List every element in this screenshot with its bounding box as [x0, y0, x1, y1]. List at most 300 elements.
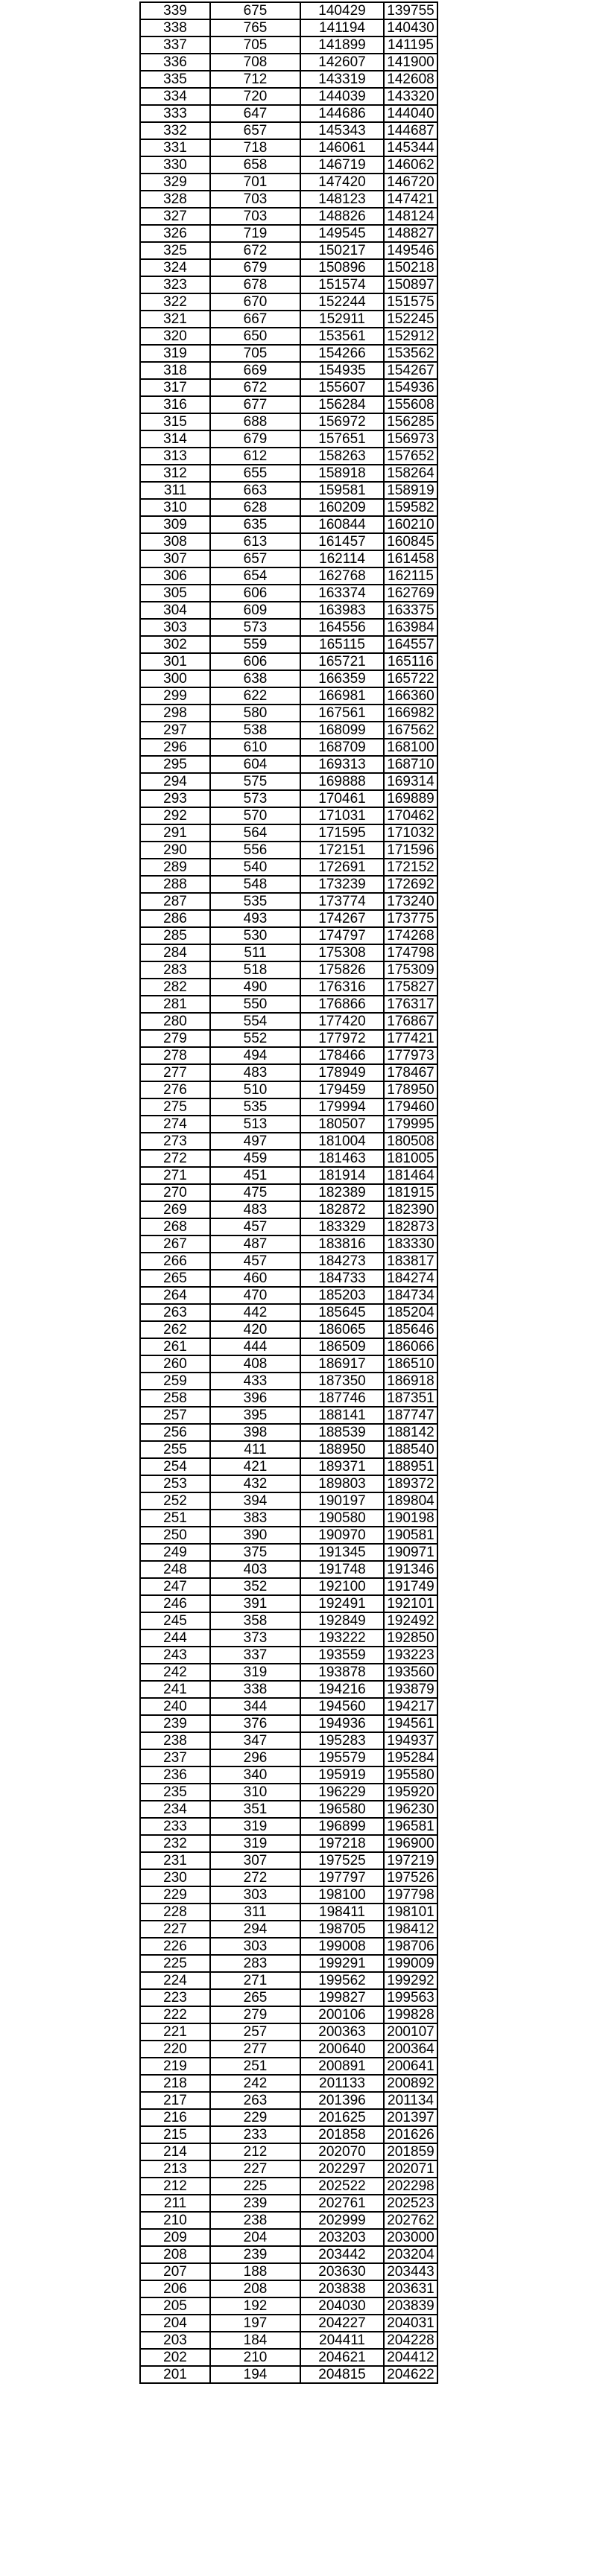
table-cell: 193878 — [300, 1664, 384, 1681]
table-cell: 344 — [210, 1698, 300, 1715]
table-cell: 252 — [140, 1492, 210, 1510]
table-cell: 146061 — [300, 139, 384, 156]
table-cell: 264 — [140, 1287, 210, 1304]
table-row — [140, 585, 437, 602]
table-cell: 259 — [140, 1373, 210, 1390]
table-row — [140, 1304, 437, 1321]
table-cell: 284 — [140, 944, 210, 961]
table-cell: 190971 — [384, 1544, 437, 1561]
table-cell: 148827 — [384, 225, 437, 242]
table-row — [140, 2058, 437, 2075]
table-cell: 667 — [210, 311, 300, 328]
table-row — [140, 739, 437, 756]
table-cell: 192101 — [384, 1595, 437, 1612]
table-cell: 177973 — [384, 1047, 437, 1064]
table-cell: 179995 — [384, 1116, 437, 1133]
table-cell: 337 — [210, 1647, 300, 1664]
table-row — [140, 71, 437, 88]
table-cell: 217 — [140, 2092, 210, 2109]
table-cell: 287 — [140, 893, 210, 910]
table-cell: 295 — [140, 756, 210, 773]
table-row — [140, 1373, 437, 1390]
table-cell: 231 — [140, 1852, 210, 1869]
table-row — [140, 2023, 437, 2041]
table-cell: 194560 — [300, 1698, 384, 1715]
table-row — [140, 499, 437, 516]
table-cell: 204030 — [300, 2297, 384, 2315]
table-cell: 189371 — [300, 1458, 384, 1475]
table-cell: 390 — [210, 1527, 300, 1544]
table-cell: 249 — [140, 1544, 210, 1561]
table-cell: 181004 — [300, 1133, 384, 1150]
table-row — [140, 670, 437, 687]
table-cell: 179460 — [384, 1098, 437, 1116]
table-cell: 233 — [140, 1818, 210, 1835]
table-cell: 178950 — [384, 1081, 437, 1098]
table-cell: 183330 — [384, 1235, 437, 1253]
table-cell: 155607 — [300, 379, 384, 396]
table-cell: 169889 — [384, 790, 437, 807]
table-cell: 421 — [210, 1458, 300, 1475]
table-cell: 156972 — [300, 413, 384, 430]
table-row — [140, 2349, 437, 2366]
table-cell: 173240 — [384, 893, 437, 910]
table-cell: 234 — [140, 1801, 210, 1818]
table-row — [140, 225, 437, 242]
table-cell: 332 — [140, 122, 210, 139]
table-cell: 260 — [140, 1355, 210, 1373]
table-row — [140, 705, 437, 722]
table-cell: 306 — [140, 567, 210, 585]
table-cell: 351 — [210, 1801, 300, 1818]
table-cell: 277 — [210, 2041, 300, 2058]
table-cell: 225 — [210, 2178, 300, 2195]
table-cell: 188141 — [300, 1407, 384, 1424]
table-cell: 214 — [140, 2143, 210, 2160]
table-cell: 153561 — [300, 328, 384, 345]
table-cell: 172691 — [300, 859, 384, 876]
table-cell: 273 — [140, 1133, 210, 1150]
table-cell: 243 — [140, 1647, 210, 1664]
table-cell: 212 — [140, 2178, 210, 2195]
table-cell: 167561 — [300, 705, 384, 722]
table-cell: 195579 — [300, 1749, 384, 1766]
table-cell: 185203 — [300, 1287, 384, 1304]
table-cell: 186510 — [384, 1355, 437, 1373]
table-cell: 142608 — [384, 71, 437, 88]
table-cell: 222 — [140, 2006, 210, 2023]
table-cell: 204815 — [300, 2366, 384, 2383]
table-cell: 200107 — [384, 2023, 437, 2041]
table-row — [140, 1064, 437, 1081]
table-cell: 263 — [210, 2092, 300, 2109]
table-cell: 202 — [140, 2349, 210, 2366]
table-cell: 289 — [140, 859, 210, 876]
table-cell: 215 — [140, 2126, 210, 2143]
table-cell: 178466 — [300, 1047, 384, 1064]
table-cell: 150217 — [300, 242, 384, 259]
table-cell: 169313 — [300, 756, 384, 773]
table-cell: 279 — [140, 1030, 210, 1047]
table-cell: 213 — [140, 2160, 210, 2178]
table-row — [140, 979, 437, 996]
table-cell: 190580 — [300, 1510, 384, 1527]
table-cell: 199008 — [300, 1938, 384, 1955]
table-cell: 396 — [210, 1390, 300, 1407]
table-cell: 703 — [210, 191, 300, 208]
table-cell: 275 — [140, 1098, 210, 1116]
table-cell: 451 — [210, 1167, 300, 1184]
table-cell: 179994 — [300, 1098, 384, 1116]
table-cell: 319 — [210, 1835, 300, 1852]
table-cell: 262 — [140, 1321, 210, 1338]
table-cell: 227 — [210, 2160, 300, 2178]
table-cell: 395 — [210, 1407, 300, 1424]
table-cell: 403 — [210, 1561, 300, 1578]
table-row — [140, 1441, 437, 1458]
table-cell: 270 — [140, 1184, 210, 1201]
table-cell: 158918 — [300, 465, 384, 482]
table-cell: 338 — [210, 1681, 300, 1698]
table-cell: 161457 — [300, 533, 384, 550]
table-row — [140, 1253, 437, 1270]
table-cell: 161458 — [384, 550, 437, 567]
table-cell: 163983 — [300, 602, 384, 619]
table-row — [140, 1133, 437, 1150]
table-cell: 172152 — [384, 859, 437, 876]
table-row — [140, 876, 437, 893]
table-cell: 552 — [210, 1030, 300, 1047]
table-cell: 148124 — [384, 208, 437, 225]
table-cell: 172692 — [384, 876, 437, 893]
table-cell: 196580 — [300, 1801, 384, 1818]
table-cell: 144039 — [300, 88, 384, 105]
table-cell: 720 — [210, 88, 300, 105]
table-cell: 181915 — [384, 1184, 437, 1201]
table-cell: 339 — [140, 2, 210, 19]
table-cell: 265 — [140, 1270, 210, 1287]
table-cell: 180507 — [300, 1116, 384, 1133]
table-cell: 141195 — [384, 36, 437, 54]
table-cell: 182872 — [300, 1201, 384, 1218]
table-cell: 200106 — [300, 2006, 384, 2023]
table-cell: 303 — [210, 1886, 300, 1904]
table-cell: 241 — [140, 1681, 210, 1698]
table-cell: 204227 — [300, 2315, 384, 2332]
table-cell: 165722 — [384, 670, 437, 687]
table-cell: 255 — [140, 1441, 210, 1458]
table-cell: 182389 — [300, 1184, 384, 1201]
table-cell: 182873 — [384, 1218, 437, 1235]
table-cell: 257 — [140, 1407, 210, 1424]
table-cell: 394 — [210, 1492, 300, 1510]
table-cell: 171595 — [300, 824, 384, 842]
table-cell: 765 — [210, 19, 300, 36]
table-cell: 280 — [140, 1013, 210, 1030]
table-cell: 200640 — [300, 2041, 384, 2058]
table-cell: 268 — [140, 1218, 210, 1235]
table-row — [140, 1904, 437, 1921]
table-cell: 628 — [210, 499, 300, 516]
table-cell: 340 — [210, 1766, 300, 1784]
table-cell: 248 — [140, 1561, 210, 1578]
table-row — [140, 619, 437, 636]
table-cell: 152244 — [300, 293, 384, 311]
table-cell: 237 — [140, 1749, 210, 1766]
table-cell: 266 — [140, 1253, 210, 1270]
table-row — [140, 1218, 437, 1235]
table-cell: 679 — [210, 259, 300, 276]
table-row — [140, 2229, 437, 2246]
table-cell: 271 — [210, 1972, 300, 1989]
table-cell: 199563 — [384, 1989, 437, 2006]
table-cell: 172151 — [300, 842, 384, 859]
table-cell: 187350 — [300, 1373, 384, 1390]
table-cell: 239 — [210, 2195, 300, 2212]
table-cell: 247 — [140, 1578, 210, 1595]
table-cell: 305 — [140, 585, 210, 602]
table-cell: 150218 — [384, 259, 437, 276]
table-cell: 494 — [210, 1047, 300, 1064]
table-row — [140, 2092, 437, 2109]
table-row — [140, 1835, 437, 1852]
table-cell: 142607 — [300, 54, 384, 71]
table-cell: 290 — [140, 842, 210, 859]
table-cell: 192850 — [384, 1629, 437, 1647]
table-cell: 253 — [140, 1475, 210, 1492]
table-cell: 180508 — [384, 1133, 437, 1150]
table-cell: 203443 — [384, 2263, 437, 2280]
table-row — [140, 1938, 437, 1955]
table-row — [140, 1921, 437, 1938]
table-row — [140, 1355, 437, 1373]
table-row — [140, 1681, 437, 1698]
table-cell: 181464 — [384, 1167, 437, 1184]
table-cell: 198101 — [384, 1904, 437, 1921]
table-cell: 198100 — [300, 1886, 384, 1904]
table-cell: 202523 — [384, 2195, 437, 2212]
table-cell: 197218 — [300, 1835, 384, 1852]
table-cell: 221 — [140, 2023, 210, 2041]
table-cell: 327 — [140, 208, 210, 225]
table-row — [140, 1390, 437, 1407]
table-row — [140, 208, 437, 225]
table-cell: 261 — [140, 1338, 210, 1355]
table-cell: 487 — [210, 1235, 300, 1253]
table-cell: 197525 — [300, 1852, 384, 1869]
table-cell: 189372 — [384, 1475, 437, 1492]
table-cell: 483 — [210, 1201, 300, 1218]
table-row — [140, 824, 437, 842]
table-cell: 655 — [210, 465, 300, 482]
table-cell: 490 — [210, 979, 300, 996]
table-row — [140, 927, 437, 944]
table-cell: 670 — [210, 293, 300, 311]
table-cell: 391 — [210, 1595, 300, 1612]
table-cell: 163984 — [384, 619, 437, 636]
table-cell: 196230 — [384, 1801, 437, 1818]
table-row — [140, 1972, 437, 1989]
table-row — [140, 36, 437, 54]
table-cell: 457 — [210, 1253, 300, 1270]
table-row — [140, 910, 437, 927]
table-row — [140, 1784, 437, 1801]
table-cell: 336 — [140, 54, 210, 71]
table-row — [140, 448, 437, 465]
table-cell: 183817 — [384, 1253, 437, 1270]
table-cell: 166360 — [384, 687, 437, 705]
table-cell: 238 — [140, 1732, 210, 1749]
table-cell: 199291 — [300, 1955, 384, 1972]
table-cell: 181005 — [384, 1150, 437, 1167]
table-row — [140, 996, 437, 1013]
table-row — [140, 1664, 437, 1681]
table-cell: 152911 — [300, 311, 384, 328]
table-row — [140, 1578, 437, 1595]
table-row — [140, 1886, 437, 1904]
table-cell: 548 — [210, 876, 300, 893]
table-cell: 278 — [140, 1047, 210, 1064]
table-cell: 195283 — [300, 1732, 384, 1749]
table-row — [140, 1492, 437, 1510]
table-cell: 657 — [210, 122, 300, 139]
table-cell: 204031 — [384, 2315, 437, 2332]
table-cell: 302 — [140, 636, 210, 653]
table-cell: 322 — [140, 293, 210, 311]
table-cell: 226 — [140, 1938, 210, 1955]
table-row — [140, 1235, 437, 1253]
table-cell: 166981 — [300, 687, 384, 705]
table-cell: 173774 — [300, 893, 384, 910]
table-cell: 337 — [140, 36, 210, 54]
table-cell: 433 — [210, 1373, 300, 1390]
table-cell: 316 — [140, 396, 210, 413]
table-row — [140, 1732, 437, 1749]
table-cell: 205 — [140, 2297, 210, 2315]
table-cell: 160845 — [384, 533, 437, 550]
table-row — [140, 567, 437, 585]
table-cell: 647 — [210, 105, 300, 122]
table-cell: 152912 — [384, 328, 437, 345]
table-row — [140, 2246, 437, 2263]
table-row — [140, 1852, 437, 1869]
table-cell: 444 — [210, 1338, 300, 1355]
table-cell: 310 — [210, 1784, 300, 1801]
table-cell: 199828 — [384, 2006, 437, 2023]
table-cell: 204411 — [300, 2332, 384, 2349]
table-cell: 554 — [210, 1013, 300, 1030]
table-cell: 202070 — [300, 2143, 384, 2160]
table-cell: 201397 — [384, 2109, 437, 2126]
table-cell: 203204 — [384, 2246, 437, 2263]
table-cell: 194 — [210, 2366, 300, 2383]
table-cell: 178949 — [300, 1064, 384, 1081]
table-cell: 195920 — [384, 1784, 437, 1801]
table-cell: 203203 — [300, 2229, 384, 2246]
table-cell: 174268 — [384, 927, 437, 944]
table-cell: 174797 — [300, 927, 384, 944]
table-row — [140, 1612, 437, 1629]
table-cell: 282 — [140, 979, 210, 996]
table-cell: 319 — [140, 345, 210, 362]
table-cell: 701 — [210, 174, 300, 191]
table-cell: 159581 — [300, 482, 384, 499]
table-cell: 606 — [210, 585, 300, 602]
table-cell: 283 — [140, 961, 210, 979]
table-cell: 325 — [140, 242, 210, 259]
table-cell: 375 — [210, 1544, 300, 1561]
table-row — [140, 1338, 437, 1355]
table-cell: 191345 — [300, 1544, 384, 1561]
table-row — [140, 2178, 437, 2195]
table-cell: 204228 — [384, 2332, 437, 2349]
table-cell: 235 — [140, 1784, 210, 1801]
table-cell: 298 — [140, 705, 210, 722]
table-cell: 188539 — [300, 1424, 384, 1441]
table-cell: 256 — [140, 1424, 210, 1441]
table-cell: 233 — [210, 2126, 300, 2143]
table-cell: 245 — [140, 1612, 210, 1629]
table-cell: 166982 — [384, 705, 437, 722]
table-row — [140, 88, 437, 105]
table-cell: 206 — [140, 2280, 210, 2297]
table-cell: 202999 — [300, 2212, 384, 2229]
table-row — [140, 807, 437, 824]
table-cell: 181914 — [300, 1167, 384, 1184]
table-cell: 251 — [140, 1510, 210, 1527]
table-cell: 283 — [210, 1955, 300, 1972]
table-cell: 272 — [210, 1869, 300, 1886]
table-row — [140, 276, 437, 293]
table-row — [140, 1287, 437, 1304]
table-cell: 244 — [140, 1629, 210, 1647]
table-cell: 483 — [210, 1064, 300, 1081]
table-cell: 191748 — [300, 1561, 384, 1578]
table-cell: 186065 — [300, 1321, 384, 1338]
table-cell: 220 — [140, 2041, 210, 2058]
table-cell: 493 — [210, 910, 300, 927]
table-cell: 227 — [140, 1921, 210, 1938]
table-cell: 705 — [210, 36, 300, 54]
table-cell: 158263 — [300, 448, 384, 465]
table-cell: 203839 — [384, 2297, 437, 2315]
table-cell: 202762 — [384, 2212, 437, 2229]
table-row — [140, 105, 437, 122]
table-cell: 312 — [140, 465, 210, 482]
table-cell: 200892 — [384, 2075, 437, 2092]
table-cell: 141194 — [300, 19, 384, 36]
table-cell: 192 — [210, 2297, 300, 2315]
table-cell: 168710 — [384, 756, 437, 773]
table-cell: 145343 — [300, 122, 384, 139]
table-row — [140, 1544, 437, 1561]
table-cell: 192100 — [300, 1578, 384, 1595]
table-cell: 573 — [210, 790, 300, 807]
table-row — [140, 1013, 437, 1030]
table-row — [140, 328, 437, 345]
table-cell: 307 — [140, 550, 210, 567]
table-cell: 149546 — [384, 242, 437, 259]
table-cell: 168709 — [300, 739, 384, 756]
table-row — [140, 1510, 437, 1527]
table-cell: 470 — [210, 1287, 300, 1304]
table-cell: 143319 — [300, 71, 384, 88]
table-cell: 174267 — [300, 910, 384, 927]
table-cell: 146062 — [384, 156, 437, 174]
table-cell: 178467 — [384, 1064, 437, 1081]
table-cell: 151575 — [384, 293, 437, 311]
table-cell: 174798 — [384, 944, 437, 961]
